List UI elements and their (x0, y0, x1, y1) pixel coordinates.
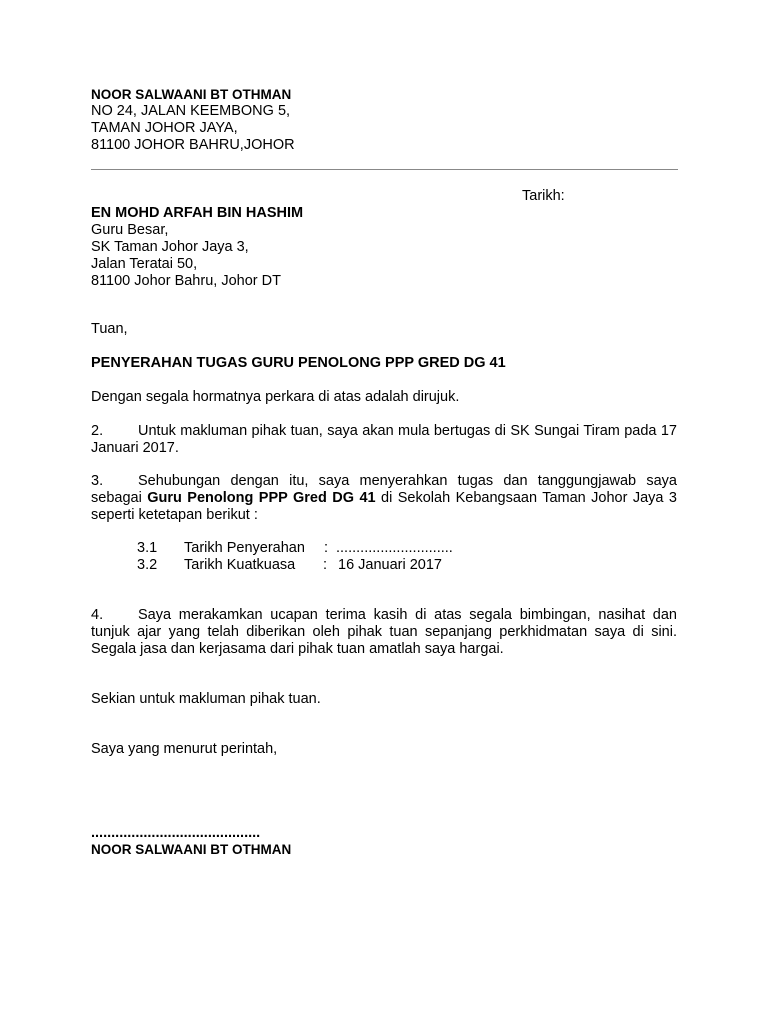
recipient-line: Jalan Teratai 50, (91, 256, 198, 272)
recipient-line: 81100 Johor Bahru, Johor DT (91, 273, 281, 289)
recipient-line: SK Taman Johor Jaya 3, (91, 239, 249, 255)
sender-address-line: 81100 JOHOR BAHRU,JOHOR (91, 137, 295, 153)
item-value: ............................. (336, 540, 453, 556)
header-divider (91, 169, 678, 170)
item-number: 3.1 (137, 540, 158, 556)
salutation: Tuan, (91, 321, 128, 337)
recipient-block (91, 205, 677, 290)
date-label: Tarikh: (522, 188, 565, 204)
paragraph-3 (91, 473, 677, 524)
signoff-line: Saya yang menurut perintah, (91, 741, 278, 757)
sender-address-line: TAMAN JOHOR JAYA, (91, 120, 238, 136)
paragraph-text: Sehubungan dengan itu, saya menyerahkan tugas dan tanggungjawab saya sebagai (91, 473, 677, 506)
recipient-name: EN MOHD ARFAH BIN HASHIM (91, 205, 304, 221)
signature-name: NOOR SALWAANI BT OTHMAN (91, 842, 292, 857)
subject-heading: PENYERAHAN TUGAS GURU PENOLONG PPP GRED DG 41 (91, 355, 506, 371)
intro-paragraph: Dengan segala hormatnya perkara di atas adalah dirujuk. (91, 389, 460, 405)
sender-name: NOOR SALWAANI BT OTHMAN (91, 87, 292, 102)
paragraph-text: Untuk makluman pihak tuan, saya akan mula bertugas di SK Sungai Tiram pada 17 Januari 2017. (91, 423, 677, 456)
paragraph-number: 3. (91, 473, 104, 489)
item-separator: : (324, 540, 329, 556)
closing-line: Sekian untuk makluman pihak tuan. (91, 691, 321, 707)
recipient-line: Guru Besar, (91, 222, 169, 238)
sender-address-line: NO 24, JALAN KEEMBONG 5, (91, 103, 291, 119)
item-separator: : (323, 557, 328, 573)
item-number: 3.2 (137, 557, 158, 573)
paragraph-4 (91, 607, 677, 658)
sender-block (91, 86, 677, 154)
paragraph-number: 4. (91, 607, 104, 623)
item-label: Tarikh Kuatkuasa (184, 557, 296, 573)
item-label: Tarikh Penyerahan (184, 540, 305, 556)
item-value: 16 Januari 2017 (338, 557, 442, 573)
signature-dotted-line: .......................................... (91, 825, 261, 841)
paragraph-text: Saya merakamkan ucapan terima kasih di atas segala bimbingan, nasihat dan tunjuk ajar yang telah diberikan oleh pihak tuan sepanjang perkhidmatan saya di sini. Segala jasa dan kerjasama dari pihak tuan amatlah saya hargai. (91, 607, 677, 657)
paragraph-text: di Sekolah Kebangsaan Taman Johor Jaya 3 seperti ketetapan berikut : (91, 490, 677, 523)
paragraph-2 (91, 423, 677, 457)
paragraph-bold-text: Guru Penolong PPP Gred DG 41 (147, 490, 376, 506)
paragraph-number: 2. (91, 423, 104, 439)
